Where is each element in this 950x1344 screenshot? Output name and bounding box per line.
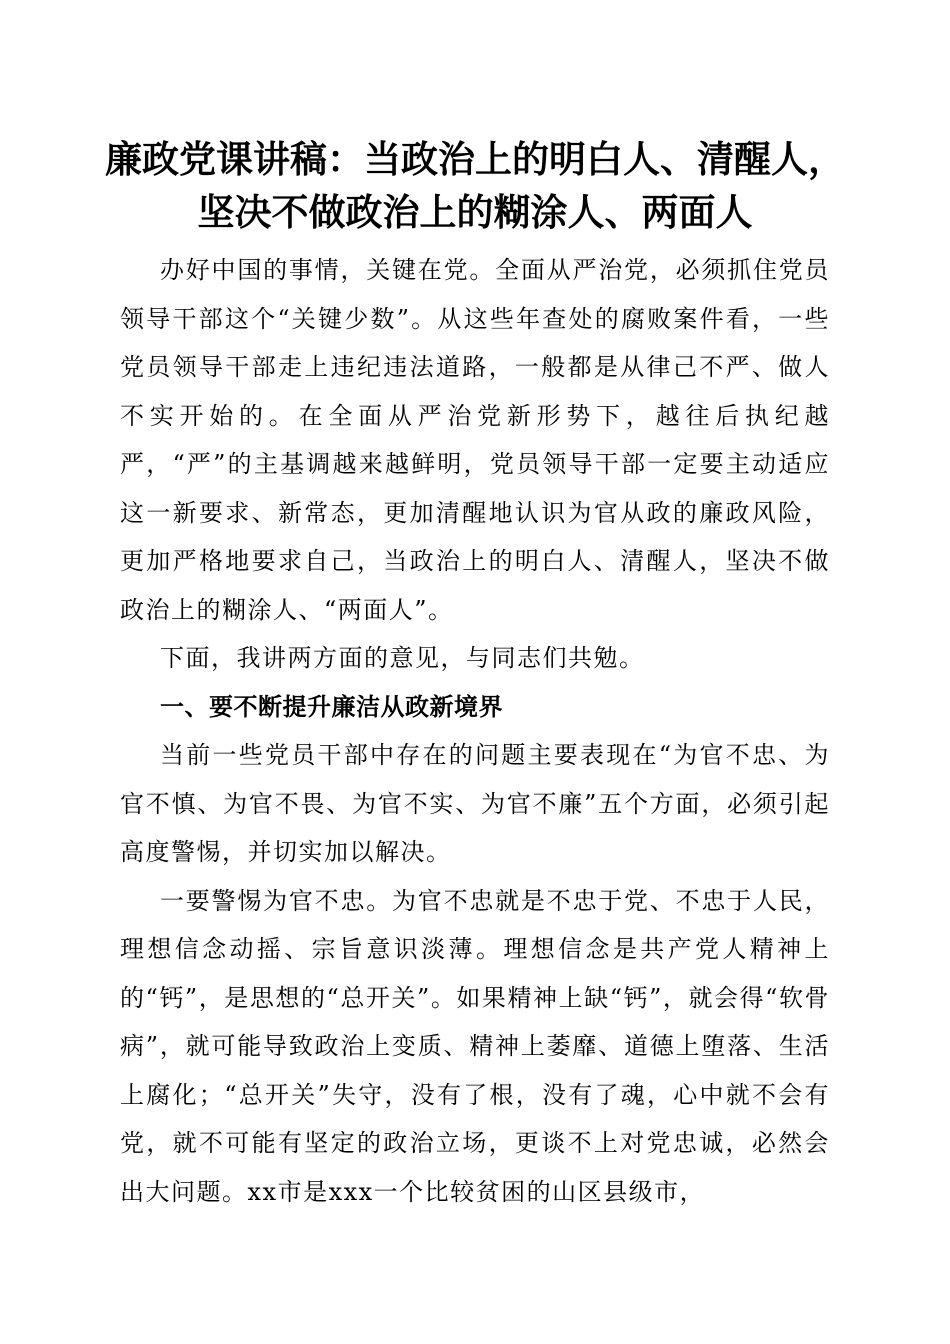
document-title xyxy=(100,133,850,239)
paragraph-problems: 当前一些党员干部中存在的问题主要表现在“为官不忠、为官不慎、为官不畏、为官不实、为官不廉”五个方面，必须引起高度警惕，并切实加以解决。 xyxy=(120,741,830,866)
paragraph-transition: 下面，我讲两方面的意见，与同志们共勉。 xyxy=(160,644,645,672)
document-body xyxy=(120,246,830,1216)
title-line-2: 坚决不做政治上的糊涂人、两面人 xyxy=(197,190,753,234)
section-heading-1: 一、要不断提升廉洁从政新境界 xyxy=(160,692,503,721)
paragraph-loyalty: 一要警惕为官不忠。为官不忠就是不忠于党、不忠于人民，理想信念动摇、宗旨意识淡薄。理想信念是共产党人精神上的“钙”，是思想的“总开关”。如果精神上缺“钙”，就会得“软骨病”，就可能导致政治上变质、精神上萎靡、道德上堕落、生活上腐化；“总开关”失守，没有了根，没有了魂，心中就不会有党，就不可能有坚定的政治立场，更谈不上对党忠诚，必然会出大问题。xx市是xxx一个比较贫困的山区县级市， xyxy=(120,886,830,1206)
title-line-1: 廉政党课讲稿：当政治上的明白人、清醒人， xyxy=(105,137,845,181)
paragraph-intro: 办好中国的事情，关键在党。全面从严治党，必须抓住党员领导干部这个“关键少数”。从这些年查处的腐败案件看，一些党员领导干部走上违纪违法道路，一般都是从律己不严、做人不实开始的。在全面从严治党新形势下，越往后执纪越严，“严”的主基调越来越鲜明，党员领导干部一定要主动适应这一新要求、新常态，更加清醒地认识为官从政的廉政风险，更加严格地要求自己，当政治上的明白人、清醒人，坚决不做政治上的糊涂人、“两面人”。 xyxy=(120,256,830,624)
